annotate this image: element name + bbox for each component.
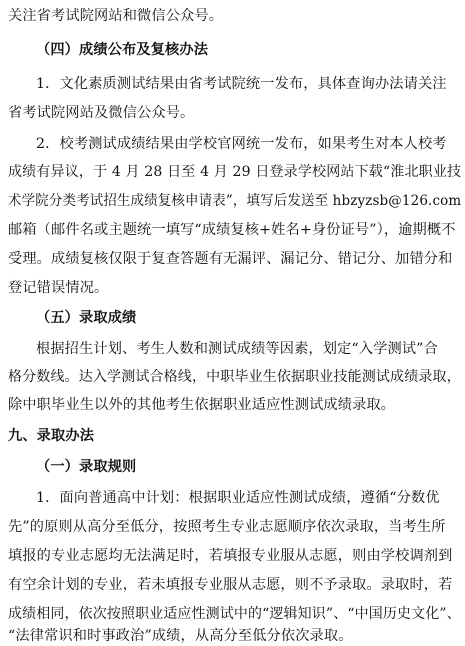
- paragraph-line: 格分数线。达入学测试合格线，中职毕业生依据职业技能测试成绩录取，: [8, 369, 461, 385]
- chapter-heading-9: 九、录取办法: [8, 428, 95, 444]
- paragraph-line: 关注省考试院网站和微信公众号。: [8, 8, 224, 24]
- paragraph-line: 成绩相同，依次按照职业适应性测试中的“逻辑知识”、“中国历史文化”、: [8, 606, 461, 622]
- paragraph-line-email: 术学院分类考试招生成绩复核申请表”，填写后发送至 hbzyzsb@126.com: [8, 193, 462, 209]
- paragraph-line: 省考试院网站及微信公众号。: [8, 105, 195, 121]
- paragraph-line: 填报的专业志愿均无法满足时，若填报专业服从志愿，则由学校调剂到: [8, 548, 453, 564]
- section-heading-4: （四）成绩公布及复核办法: [36, 42, 209, 58]
- paragraph-line: 根据招生计划、考生人数和测试成绩等因素，划定“入学测试”合: [36, 341, 438, 357]
- paragraph-line: “法律常识和时事政治”成绩，从高分至低分依次录取。: [8, 628, 353, 644]
- paragraph-line: 2．校考测试成绩结果由学校官网统一发布，如果考生对本人校考: [36, 136, 447, 152]
- section-heading-5: （五）录取成绩: [36, 310, 137, 326]
- paragraph-line: 有空余计划的专业，若未填报专业服从志愿，则不予录取。录取时，若: [8, 577, 453, 593]
- paragraph-line: 除中职毕业生以外的其他考生依据职业适应性测试成绩录取。: [8, 397, 396, 413]
- paragraph-line: 成绩有异议，于 4 月 28 日至 4 月 29 日登录学校网站下载“淮北职业技: [8, 164, 462, 180]
- paragraph-line: 1．文化素质测试结果由省考试院统一发布，具体查询办法请关注: [36, 76, 447, 92]
- paragraph-line: 登记错误情况。: [8, 280, 109, 296]
- paragraph-line: 1．面向普通高中计划：根据职业适应性测试成绩，遵循“分数优: [36, 490, 440, 506]
- paragraph-line: 先”的原则从高分至低分，按照考生专业志愿顺序依次录取，当考生所: [8, 519, 446, 535]
- paragraph-line: 受理。成绩复核仅限于复查答题有无漏评、漏记分、错记分、加错分和: [8, 251, 453, 267]
- section-heading-1: （一）录取规则: [36, 459, 137, 475]
- paragraph-line: 邮箱（邮件名或主题统一填写“成绩复核+姓名+身份证号”），逾期概不: [8, 222, 456, 238]
